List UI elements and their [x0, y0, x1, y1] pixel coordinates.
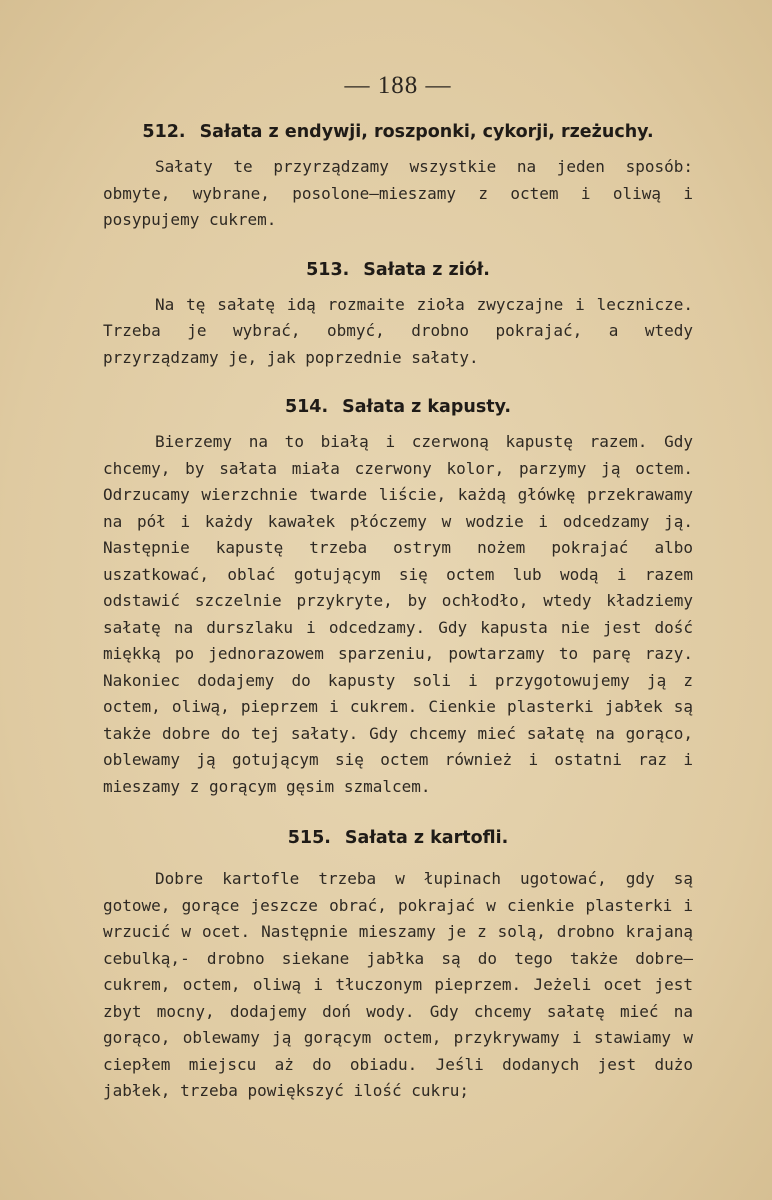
- recipe-title: Sałata z kartofli.: [344, 828, 509, 848]
- recipe-heading: [103, 828, 693, 848]
- recipe-512: [103, 122, 693, 234]
- recipe-heading: [103, 260, 693, 280]
- recipe-text: Sałaty te przyrządzamy wszystkie na jeden sposób: obmyte, wybrane, posolone—mieszamy z octem i oliwą i posypujemy cukrem.: [103, 157, 693, 229]
- recipe-title: Sałata z ziół.: [363, 259, 490, 280]
- recipe-text: Na tę sałatę idą rozmaite zioła zwyczajne i lecznicze. Trzeba je wybrać, obmyć, drobno pokrajać, a wtedy przyrządzamy je, jak poprzednie sałaty.: [103, 294, 693, 367]
- recipe-text: Bierzemy na to białą i czerwoną kapustę razem. Gdy chcemy, by sałata miała czerwony kolor, parzymy ją octem. Odrzucamy wierzchnie twarde liście, każdą główkę przekrawamy na pół i każdy kawałek płóczemy w wodzie i odcedzamy ją. Następnie kapustę trzeba ostrym nożem pokrajać albo uszatkować, oblać gotującym się octem lub wodą i razem odstawić szczelnie przykryte, by ochłodło, wtedy kładziemy sałatę na durszlaku i odcedzamy. Gdy kapusta nie jest dość miękką po jednorazowem sparzeniu, powtarzamy to parę razy. Nakoniec dodajemy do kapusty soli i przygotowujemy ją z octem, oliwą, pieprzem i cukrem. Cienkie plasterki jabłek są także dobre do tej sałaty. Gdy chcemy mieć sałatę na gorąco, oblewamy ją gotującym się octem również i ostatni raz i mieszamy z gorącym gęsim szmalcem.: [103, 432, 693, 796]
- recipe-number: 513.: [306, 259, 350, 280]
- recipe-text: Dobre kartofle trzeba w łupinach ugotować, gdy są gotowe, gorące jeszcze obrać, pokrajać w cienkie plasterki i wrzucić w ocet. Następnie mieszamy je z solą, drobno krajaną cebulką,- drobno siekane jabłka są do tego także dobre—cukrem, octem, oliwą i tłuczonym pieprzem. Jeżeli ocet jest zbyt mocny, dodajemy doń wody. Gdy chcemy sałatę mieć na gorąco, oblewamy ją gorącym octem, przykrywamy i stawiamy w ciepłem miejscu aż do obiadu. Jeśli dodanych jest dużo jabłek, trzeba powiększyć ilość cukru;: [103, 869, 693, 1100]
- recipe-514: [103, 397, 693, 800]
- recipe-heading: [103, 122, 693, 142]
- recipe-number: 515.: [287, 828, 331, 848]
- recipe-heading: [103, 397, 693, 417]
- recipe-number: 514.: [284, 397, 329, 417]
- recipe-title: Sałata z endywji, roszponki, cykorji, rzeżuchy.: [199, 122, 654, 142]
- book-page: [103, 70, 693, 1180]
- recipe-513: [103, 260, 693, 372]
- recipe-title: Sałata z kapusty.: [342, 397, 512, 417]
- recipe-number: 512.: [142, 122, 186, 142]
- page-number: — 188 —: [344, 72, 452, 99]
- recipe-515: [103, 828, 693, 1105]
